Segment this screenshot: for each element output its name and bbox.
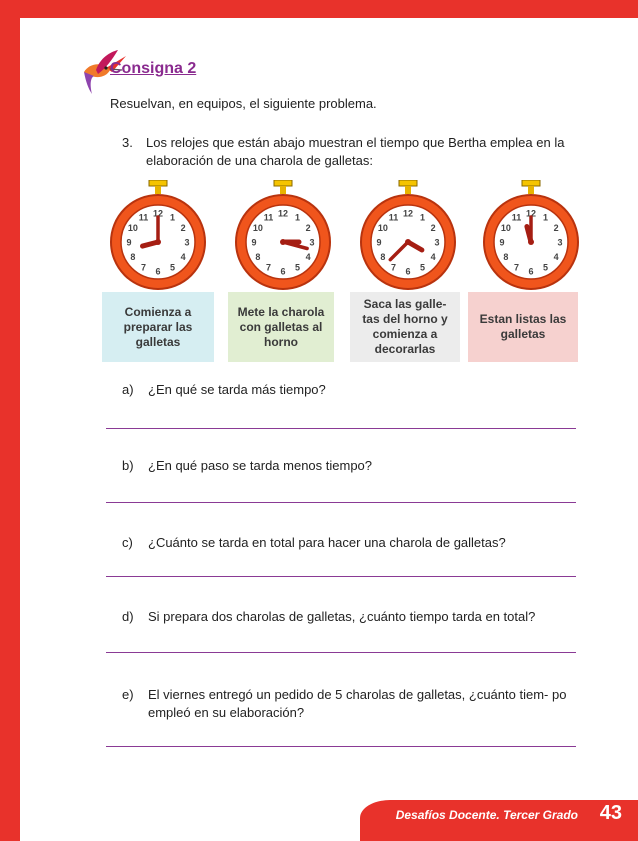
clock-number: 4 (430, 252, 436, 262)
clock-number: 10 (377, 223, 388, 233)
problem-text: Los relojes que están abajo muestran el tiempo que Bertha emplea en la elaboración de una charola de galletas: (146, 135, 565, 168)
question-c (122, 534, 592, 552)
clock-number: 4 (553, 252, 559, 262)
question-text: ¿En qué se tarda más tiempo? (148, 382, 326, 397)
footer-text: Desafíos Docente. Tercer Grado (395, 808, 578, 822)
clock-label-4: Estan listas las galletas (468, 292, 578, 362)
question-text: ¿En qué paso se tarda menos tiempo? (148, 458, 373, 473)
clock-number: 12 (152, 208, 164, 219)
section-title: Consigna 2 (110, 60, 197, 77)
clock-number: 1 (169, 212, 176, 223)
clock-number: 11 (138, 212, 149, 223)
clock-label-3: Saca las galle- tas del horno y comienza a decorarlas (350, 292, 460, 362)
clock-number: 5 (169, 262, 176, 273)
clock-2 (228, 180, 338, 290)
clock-number: 7 (513, 262, 520, 273)
clock-number: 5 (294, 262, 301, 273)
clock-number: 8 (130, 252, 136, 262)
clock-number: 9 (126, 237, 132, 248)
clock-number: 2 (180, 223, 186, 233)
clock-number: 11 (263, 212, 274, 223)
clock-number: 9 (499, 237, 505, 248)
clock-number: 6 (155, 266, 161, 277)
question-letter: b) (122, 458, 134, 473)
clock-number: 6 (405, 266, 411, 277)
clock-number: 3 (557, 237, 563, 248)
clock-number: 7 (265, 262, 272, 273)
answer-line-c[interactable] (106, 576, 576, 577)
problem-number: 3. (122, 135, 133, 150)
page (20, 0, 638, 841)
clock-number: 12 (402, 208, 414, 219)
answer-line-d[interactable] (106, 652, 576, 653)
question-letter: e) (122, 687, 134, 702)
question-a (122, 381, 592, 399)
clock-number: 8 (255, 252, 261, 262)
answer-line-a[interactable] (106, 428, 576, 429)
clock-number: 5 (419, 262, 426, 273)
clock-3 (353, 180, 463, 290)
top-bar (20, 0, 638, 18)
question-letter: a) (122, 382, 134, 397)
page-number: 43 (599, 802, 622, 824)
question-b (122, 457, 592, 475)
clock-number: 10 (500, 223, 511, 233)
clock-number: 3 (309, 237, 315, 248)
clock-number: 1 (542, 212, 549, 223)
clock-number: 9 (376, 237, 382, 248)
clock-number: 9 (251, 237, 257, 248)
clock-number: 3 (184, 237, 190, 248)
clock-4 (476, 180, 586, 290)
clock-number: 1 (294, 212, 301, 223)
clock-number: 4 (180, 252, 186, 262)
clock-number: 7 (390, 262, 397, 273)
answer-line-e[interactable] (106, 746, 576, 747)
question-letter: d) (122, 609, 134, 624)
clock-number: 4 (305, 252, 311, 262)
clock-number: 2 (553, 223, 559, 233)
clock-number: 8 (503, 252, 509, 262)
clock-number: 6 (528, 266, 534, 277)
question-letter: c) (122, 535, 133, 550)
clock-number: 12 (525, 208, 537, 219)
clock-number: 7 (140, 262, 147, 273)
clock-number: 10 (252, 223, 263, 233)
question-text: Si prepara dos charolas de galletas, ¿cuánto tiempo tarda en total? (148, 609, 536, 624)
clock-label-1: Comienza a preparar las galletas (102, 292, 214, 362)
clock-number: 8 (380, 252, 386, 262)
problem-statement (122, 134, 592, 170)
clock-number: 1 (419, 212, 426, 223)
clock-number: 11 (511, 212, 522, 223)
question-d (122, 608, 592, 626)
clock-number: 12 (277, 208, 289, 219)
clock-label-2: Mete la charola con galletas al horno (228, 292, 334, 362)
clock-1 (103, 180, 213, 290)
answer-line-b[interactable] (106, 502, 576, 503)
clock-number: 10 (127, 223, 138, 233)
clock-number: 2 (305, 223, 311, 233)
question-e (122, 686, 592, 722)
clock-number: 2 (430, 223, 436, 233)
intro-text: Resuelvan, en equipos, el siguiente problema. (110, 96, 377, 111)
clock-number: 3 (434, 237, 440, 248)
clock-number: 11 (388, 212, 399, 223)
clock-number: 6 (280, 266, 286, 277)
question-text: El viernes entregó un pedido de 5 charolas de galletas, ¿cuánto tiem- po empleó en su elaboración? (148, 687, 567, 720)
question-text: ¿Cuánto se tarda en total para hacer una charola de galletas? (148, 535, 506, 550)
clock-number: 5 (542, 262, 549, 273)
